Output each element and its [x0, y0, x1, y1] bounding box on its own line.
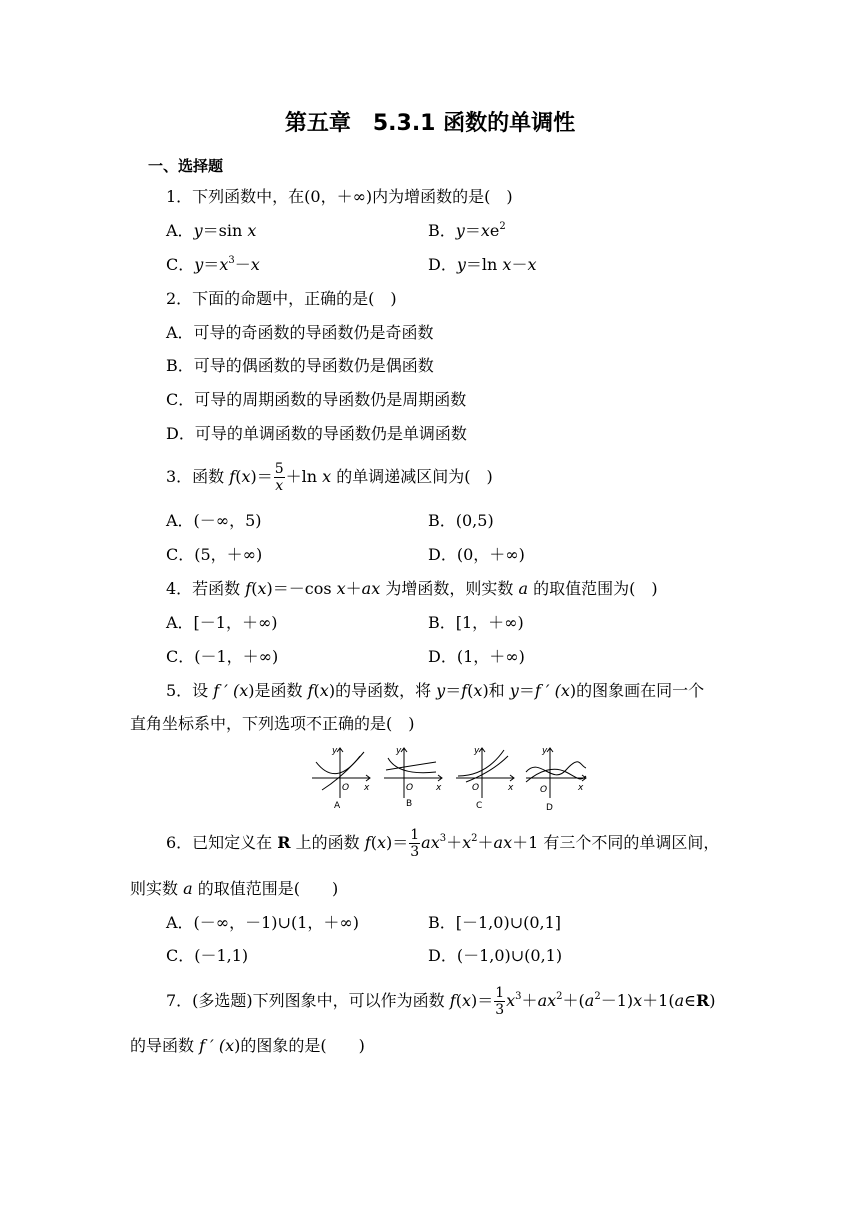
svg-text:x: x	[578, 783, 584, 793]
question-7-stem-line2: 的导函数 f ′ (x)的图象的是( )	[130, 1036, 365, 1055]
svg-text:O: O	[342, 783, 350, 793]
svg-text:O: O	[540, 785, 548, 795]
svg-text:y: y	[396, 746, 402, 756]
q6-option-c[interactable]: C．(－1,1)	[166, 946, 249, 965]
question-7-stem: 7．(多选题)下列图象中，可以作为函数 f(x)＝ $\frac{1}{3}$ $x^3+ax^2+(a^2-1)x+1(a\in R)$	[166, 985, 716, 1018]
svg-text:A: A	[334, 801, 341, 811]
fraction: $\frac{1}{3}$	[495, 985, 505, 1018]
q5-figures	[308, 742, 588, 812]
svg-text:O: O	[472, 783, 480, 793]
svg-text:x: x	[508, 783, 514, 793]
q4-option-b[interactable]: B．[1，＋∞)	[428, 613, 524, 632]
q6-option-a[interactable]: A．(－∞，－1)∪(1，＋∞)	[166, 913, 359, 932]
q1-option-a[interactable]: A．y＝sin x	[166, 221, 257, 240]
section-heading: 一、选择题	[148, 157, 224, 175]
q3-option-b[interactable]: B．(0,5)	[428, 511, 494, 530]
q4-option-d[interactable]: D．(1，＋∞)	[428, 647, 525, 666]
svg-text:C: C	[476, 801, 483, 811]
question-2-stem: 2．下面的命题中，正确的是( )	[166, 289, 397, 308]
q1-option-b[interactable]: B．$y=xe^2$	[428, 221, 506, 240]
question-3-stem: 3．函数 f(x)＝ $\frac{5}{x}$ ＋ln x 的单调递减区间为( )	[166, 461, 493, 494]
q2-option-c[interactable]: C．可导的周期函数的导函数仍是周期函数	[166, 390, 467, 409]
question-4-stem: 4．若函数 f(x)＝－cos x＋ax 为增函数，则实数 a 的取值范围为( )	[166, 579, 658, 598]
q3-option-c[interactable]: C．(5，＋∞)	[166, 545, 263, 564]
q2-option-b[interactable]: B．可导的偶函数的导函数仍是偶函数	[166, 356, 434, 375]
question-5-stem: 5．设 f ′ (x)是函数 f(x)的导函数，将 y＝f(x)和 y＝f ′ (x)的图象画在同一个	[166, 681, 705, 700]
figure-c	[456, 748, 514, 798]
svg-text:O: O	[406, 783, 414, 793]
question-1-stem: 1．下列函数中，在(0，＋∞)内为增函数的是( )	[166, 187, 513, 206]
q3-option-a[interactable]: A．(－∞，5)	[166, 511, 262, 530]
figure-a	[312, 748, 370, 798]
fraction: $\frac{1}{3}$	[410, 827, 420, 860]
svg-text:B: B	[406, 799, 413, 809]
q1-option-d[interactable]: D．y＝ln x－x	[428, 255, 537, 274]
q2-option-a[interactable]: A．可导的奇函数的导函数仍是奇函数	[166, 323, 434, 342]
svg-text:x: x	[436, 783, 442, 793]
q4-option-c[interactable]: C．(－1，＋∞)	[166, 647, 279, 666]
q6-option-b[interactable]: B．[－1,0)∪(0,1]	[428, 913, 562, 932]
question-6-stem-line2: 则实数 a 的取值范围是( )	[130, 879, 339, 898]
q1-option-c[interactable]: C．$y=x^3-x$	[166, 255, 260, 274]
question-5-stem-line2: 直角坐标系中，下列选项不正确的是( )	[130, 714, 415, 733]
q2-option-d[interactable]: D．可导的单调函数的导函数仍是单调函数	[166, 424, 467, 443]
figure-d	[526, 748, 586, 798]
fraction: $\frac{5}{x}$	[274, 461, 284, 494]
q6-option-d[interactable]: D．(－1,0)∪(0,1)	[428, 946, 563, 965]
question-6-stem: 6．已知定义在 R 上的函数 f(x)＝ $\frac{1}{3}$ $ax^3+x^2+ax+1$ 有三个不同的单调区间，	[166, 827, 720, 860]
svg-text:x: x	[364, 783, 370, 793]
q3-option-d[interactable]: D．(0，＋∞)	[428, 545, 525, 564]
svg-text:y: y	[474, 746, 480, 756]
svg-text:y: y	[332, 746, 338, 756]
page-title: 第五章 5.3.1 函数的单调性	[284, 111, 576, 136]
q4-option-a[interactable]: A．[－1，＋∞)	[166, 613, 278, 632]
svg-text:y: y	[542, 746, 548, 756]
svg-text:D: D	[546, 803, 553, 812]
